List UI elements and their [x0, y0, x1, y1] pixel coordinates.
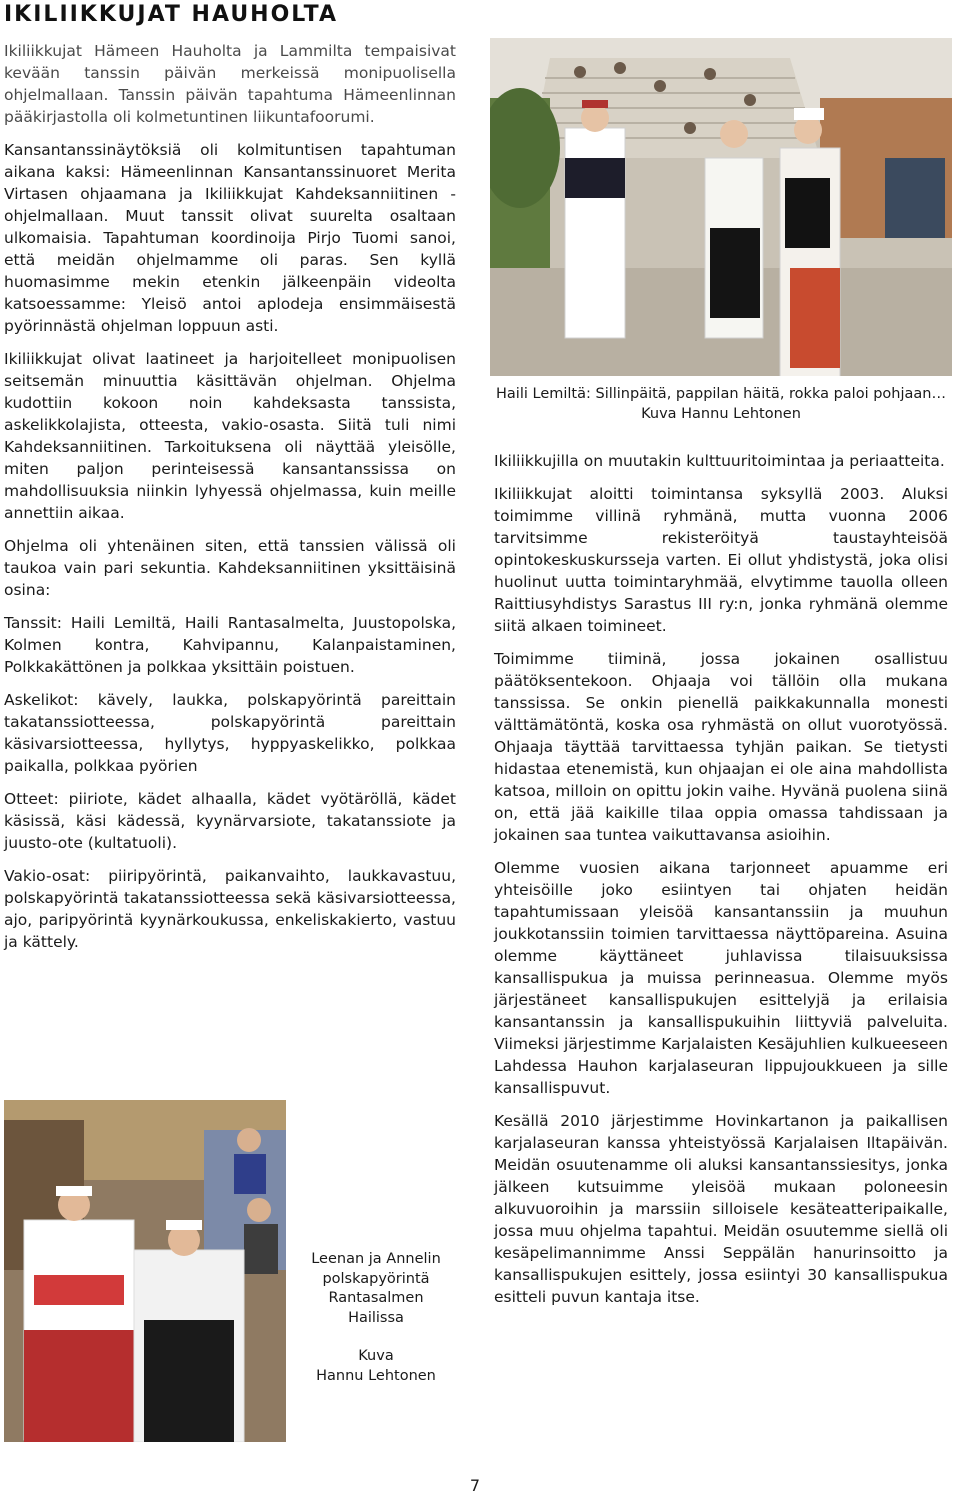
left-text-column — [4, 40, 456, 964]
polska-photo — [4, 1100, 286, 1442]
article-title: IKILIIKKUJAT HAUHOLTA — [4, 2, 338, 27]
caption-line: Hailissa — [348, 1309, 404, 1326]
paragraph: Kesällä 2010 järjestimme Hovinkartanon ja paikallisen karjalaseuran kanssa yhteistyössä Karjalaisen Iltapäivän. Meidän osuutenamme oli aluksi kansantanssiesitys, jonka jälkeen kutsuimme yleisöä mukaan poloneesin alkuvuoroihin ja marssiin silloisele kesäteatteripaikalle, jossa muu ohjelma tapahtui. Meidän osuutemme siellä oli kesäpelimannimme Anssi Seppälän hanurinsoitto ja kansallispukujen esittely, jossa esiintyi 30 kansallispukua esitteli puvun kantaja itse. — [494, 1112, 948, 1306]
paragraph: Toimimme tiiminä, jossa jokainen osallistuu päätöksentekoon. Ohjaaja voi tällöin olla mukana tanssissa. Se onkin pienellä paikkakunnalla monesti välttämätöntä, koska osa ryhmästä on ollut vuorotyössä. Ohjaaja täyttää tarvittaessa tyhjän paikan. Se tietysti hidastaa etenemistä, kun ohjaajan ei ole aina mahdollista katsoa, milloin on opittu jokin vaihe. Hyvänä puolena siinä on, että jää kaikille tilaa oppia omassa tahdissaan ja jokainen saa tuntea vaikuttavansa asioihin. — [494, 650, 948, 844]
paragraph: Otteet: piiriote, kädet alhaalla, kädet vyötäröllä, kädet käsissä, käsi kädessä, kyynärvarsiote, takatanssiote ja juusto-ote (kultatuoli). — [4, 790, 456, 852]
paragraph: Askelikot: kävely, laukka, polskapyörintä pareittain takatanssiotteessa, polskapyörintä pareittain käsivarsiotteessa, hyllytys, hyppyaskelikko, polkkaa paikalla, polkkaa pyörien — [4, 691, 456, 775]
paragraph: Ohjelma oli yhtenäinen siten, että tanssien välissä oli taukoa vain pari sekuntia. Kahdeksanniitinen yksittäisinä osina: — [4, 537, 456, 599]
right-text-column — [494, 450, 948, 1319]
page-number: 7 — [469, 1476, 481, 1495]
caption-line: Leenan ja Annelin — [311, 1251, 441, 1267]
photo-credit-line: Hannu Lehtonen — [316, 1367, 436, 1384]
paragraph: Ikiliikkujat aloitti toimintansa syksyllä 2003. Aluksi toimimme villinä ryhmänä, mutta vuonna 2006 tarvitsimme rekisteröityä taustayhteisöä opintokeskuskursseja varten. Ei ollut yhdistystä, joka olisi huolinut uutta toimintaryhmää, elvytimme tauolla olleen Raittiusyhdistys Sarastus III ry:n, jonka ryhmänä olemme siitä alkaen toimineet. — [494, 485, 948, 635]
dance-photo-library — [490, 38, 952, 376]
top-photo-caption: Haili Lemiltä: Sillinpäitä, pappilan häitä, rokka paloi pohjaan… Kuva Hannu Lehtonen — [496, 386, 946, 422]
paragraph: Kansantanssinäytöksiä oli kolmituntisen tapahtuman aikana kaksi: Hämeenlinnan Kansantanssinuoret Merita Virtasen ohjaamana ja Ikiliikkujat Kahdeksanniitinen -ohjelmallaan. Muut tanssit olivat suurelta osaltaan ulkomaisia. Tapahtuman koordinoija Pirjo Tuomi sanoi, että meidän ohjelmamme oli paras. Sen kyllä huomasimme mekin etenkin jälkeenpäin videolta katsoessamme: Yleisö antoi aplodeja ensimmäisestä pyörinnästä ohjelman loppuun asti. — [4, 141, 456, 335]
photo-credit-line: Kuva — [358, 1348, 394, 1364]
paragraph: Tanssit: Haili Lemiltä, Haili Rantasalmelta, Juustopolska, Kolmen kontra, Kahvipannu, Kalanpaistaminen, Polkkakättönen ja polkkaa yksittäin poistuen. — [4, 614, 456, 676]
paragraph: Vakio-osat: piiripyörintä, paikanvaihto, laukkavastuu, polskapyörintä takatanssiotteessa sekä käsivarsiotteessa, ajo, paripyörintä kyynärkoukussa, enkeliskakierto, vastuu ja kättely. — [4, 867, 456, 951]
caption-line: polskapyörintä — [322, 1270, 430, 1287]
caption-line: Rantasalmen — [328, 1290, 424, 1306]
paragraph: Ikiliikkujat Hämeen Hauholta ja Lammilta tempaisivat kevään tanssin päivän merkeissä monipuolisella ohjelmallaan. Tanssin päivän tapahtuma Hämeenlinnan pääkirjastolla oli kolmetuntinen liikuntafoorumi. — [4, 42, 456, 126]
paragraph: Ikiliikkujat olivat laatineet ja harjoitelleet monipuolisen seitsemän minuuttia käsittävän ohjelman. Ohjelma kudottiin kokoon noin kahdeksasta tanssista, askelikkolajista, otteesta, vakio-osasta. Siitä tuli nimi Kahdeksanniitinen. Tarkoituksena oli näyttää yleisölle, miten paljon perinteisessä kansantanssissa on mahdollisuuksia niinkin lyhyessä ohjelmassa, kuin meille annettiin aikaa. — [4, 350, 456, 522]
bottom-photo-caption — [300, 1250, 452, 1386]
paragraph: Ikiliikkujilla on muutakin kulttuuritoimintaa ja periaatteita. — [494, 452, 945, 470]
paragraph: Olemme vuosien aikana tarjonneet apuamme eri yhteisöille joko esiintyen tai ohjaten heidän tapahtumissaan yleisöä kansantanssiin ja muuhun joukkotanssiin toimien tarvittaessa näyttöpareina. Asuina olemme käyttäneet juhlavissa tilaisuuksissa kansallispukua ja muissa perinneasua. Olemme myös järjestäneet kansallispukujen esittelyjä ja erilaisia kansantanssin ja kansallispukuihin liittyviä palveluita. Viimeksi järjestimme Karjalaisten Kesäjuhlien kulkueeseen Lahdessa Hauhon karjalaseuran lippujoukkueen ja sille kansallispuvut. — [494, 859, 948, 1097]
